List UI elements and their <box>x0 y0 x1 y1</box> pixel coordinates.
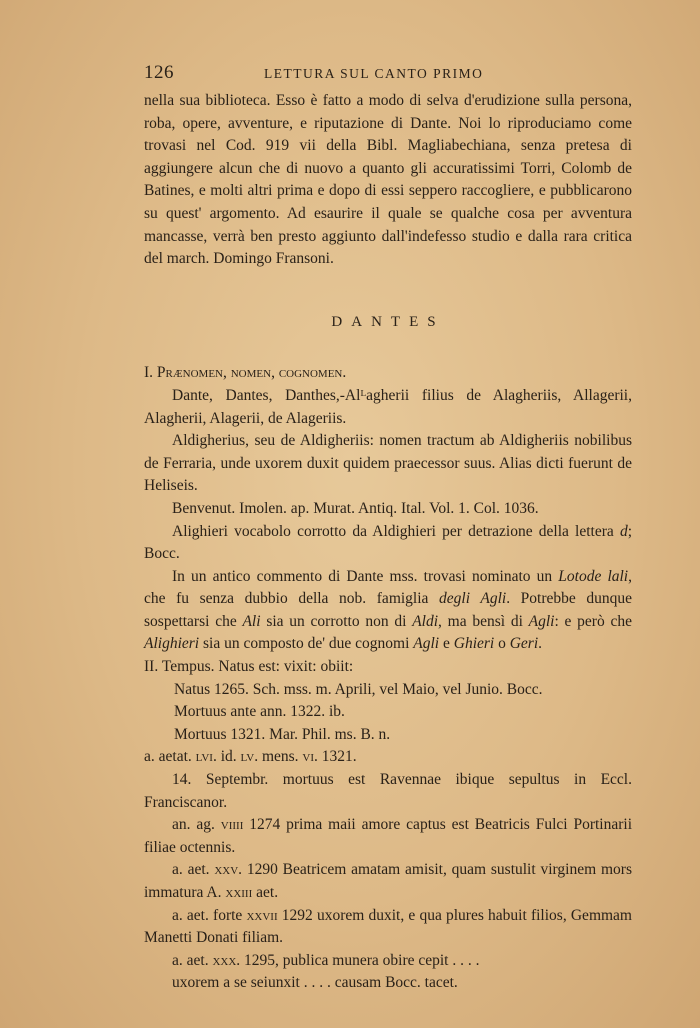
intro-paragraph-block <box>144 90 632 271</box>
section-number: II. <box>144 658 159 676</box>
paragraph: a. aet. forte xxvii 1292 uxorem duxit, e qua plures habuit filios, Gemmam Manetti Donati filiam. <box>144 906 632 947</box>
section-heading <box>144 362 632 385</box>
section-praenomen <box>144 362 632 656</box>
section-tempus <box>144 656 632 995</box>
running-title: LETTURA SUL CANTO PRIMO <box>264 66 484 81</box>
page-header <box>144 62 632 88</box>
section-number: I. <box>144 364 154 382</box>
entry-line: a. aetat. lvi. id. lv. mens. vi. 1321. <box>144 748 357 766</box>
paragraph: 14. Septembr. mortuus est Ravennae ibique sepultus in Eccl. Franciscanor. <box>144 771 632 811</box>
paragraph: Alighieri vocabolo corrotto da Aldighieri per detrazione della lettera d; Bocc. <box>144 522 632 563</box>
page-number: 126 <box>144 62 174 83</box>
section-heading <box>144 656 632 679</box>
section-heading-text: Prænomen, nomen, cognomen. <box>156 364 347 382</box>
section-title: DANTES <box>331 313 445 330</box>
section-heading-text: Tempus. Natus est: vixit: obiit: <box>161 658 354 676</box>
paragraph: Dante, Dantes, Danthes,-Alᴸagherii filius de Alagheriis, Allagerii, Alagherii, Alagerii, de Alageriis. <box>144 386 632 427</box>
entry-line: uxorem a se seiunxit . . . . causam Bocc. tacet. <box>172 974 458 992</box>
book-page <box>144 62 632 995</box>
entry-line: Mortuus ante ann. 1322. ib. <box>174 703 345 721</box>
paragraph: Aldigherius, seu de Aldigheriis: nomen tractum ab Aldigheriis nobilibus de Ferraria, unde uxorem duxit quidem praecessor suus. Alias dicti fuerunt de Heliseis. <box>144 432 632 495</box>
intro-paragraph: nella sua biblioteca. Esso è fatto a modo di selva d'erudizione sulla persona, roba, opere, avventure, e riputazione di Dante. Noi lo riproduciamo come trovasi nel Cod. 919 vii della Bibl. Magliabechiana, senza pretesa di aggiungere alcun che di nuovo a quanto gli accuratissimi Torri, Colomb de Batines, e molti altri prima e dopo di essi seppero raccogliere, e pubblicarono su quest' argomento. Ad esaurire il quale se qualche cosa per avventura mancasse, verrà ben presto aggiunto dall'indefesso studio e dalla rara critica del march. Domingo Fransoni. <box>144 92 632 268</box>
paragraph: a. aet. xxv. 1290 Beatricem amatam amisit, quam sustulit virginem mors immatura A. xxiii aet. <box>144 861 632 901</box>
entry-line: Natus 1265. Sch. mss. m. Aprili, vel Maio, vel Junio. Bocc. <box>174 680 543 698</box>
paragraph: In un antico commento di Dante mss. trovasi nominato un Lotode lali, che fu senza dubbio della nob. famiglia degli Agli. Potrebbe dunque sospettarsi che Ali sia un corrotto non di Aldi, ma bensì di Agli: e però che Alighieri sia un composto de' due cognomi Agli e Ghieri o Geri. <box>144 567 632 653</box>
entry-line: a. aet. xxx. 1295, publica munera obire cepit . . . . <box>172 951 480 969</box>
citation: Benvenut. Imolen. ap. Murat. Antiq. Ital. Vol. 1. Col. 1036. <box>172 499 539 517</box>
entry-line: Mortuus 1321. Mar. Phil. ms. B. n. <box>174 725 391 743</box>
paragraph: an. ag. viiii 1274 prima maii amore captus est Beatricis Fulci Portinarii filiae octennis. <box>144 816 632 856</box>
